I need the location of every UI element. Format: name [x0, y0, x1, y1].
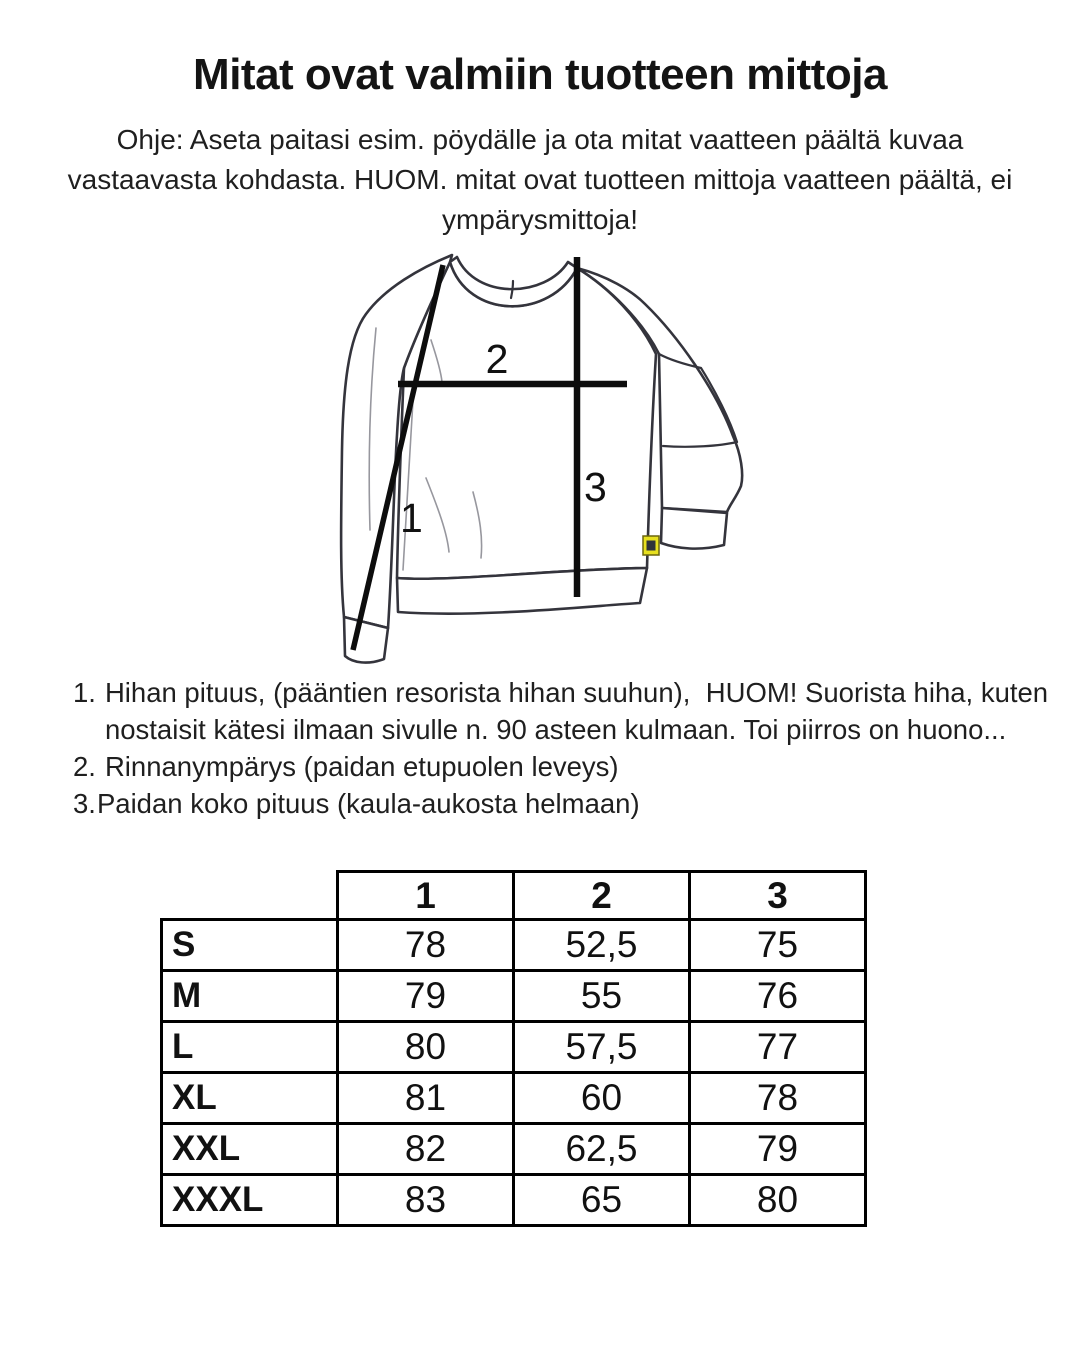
size-cell: XL	[162, 1073, 338, 1124]
body-outline	[397, 262, 656, 579]
value-cell: 77	[690, 1022, 866, 1073]
value-cell: 80	[338, 1022, 514, 1073]
list-item-3	[73, 785, 1053, 822]
item-text-line: Hihan pituus, (pääntien resorista hihan suuhun), HUOM! Suorista hiha, kuten	[104, 677, 1049, 708]
item-number: 3.	[73, 788, 96, 819]
value-cell: 81	[338, 1073, 514, 1124]
item-text	[105, 748, 619, 785]
measurement-label-1: 1	[400, 495, 423, 541]
value-cell: 57,5	[514, 1022, 690, 1073]
list-item-1	[73, 674, 1053, 748]
item-text-line: Paidan koko pituus (kaula-aukosta helmaan)	[96, 788, 640, 819]
value-cell: 82	[338, 1124, 514, 1175]
right-cuff	[661, 508, 727, 549]
column-header-2: 2	[514, 872, 690, 920]
page-title: Mitat ovat valmiin tuotteen mittoja	[193, 50, 887, 99]
sweatshirt-measurement-diagram	[280, 240, 820, 680]
column-header-1: 1	[338, 872, 514, 920]
value-cell: 79	[690, 1124, 866, 1175]
column-header-3: 3	[690, 872, 866, 920]
garment-tag-icon	[643, 536, 659, 555]
table-row	[162, 971, 866, 1022]
size-cell: XXXL	[162, 1175, 338, 1226]
value-cell: 76	[690, 971, 866, 1022]
intro-line: Ohje: Aseta paitasi esim. pöydälle ja ota mitat vaatteen päältä kuvaa	[116, 124, 964, 155]
item-text	[105, 674, 1048, 748]
value-cell: 79	[338, 971, 514, 1022]
value-cell: 60	[514, 1073, 690, 1124]
value-cell: 52,5	[514, 920, 690, 971]
table-corner-empty	[162, 872, 338, 920]
sweatshirt-drawing	[280, 240, 820, 680]
size-cell: XXL	[162, 1124, 338, 1175]
intro-paragraph	[20, 120, 1060, 240]
value-cell: 55	[514, 971, 690, 1022]
item-number: 1.	[73, 677, 96, 708]
table-row	[162, 1073, 866, 1124]
item-text-line: nostaisit kätesi ilmaan sivulle n. 90 asteen kulmaan. Toi piirros on huono...	[104, 714, 1007, 745]
list-item-2	[73, 748, 1053, 785]
size-cell: S	[162, 920, 338, 971]
measurement-explanations	[73, 674, 1053, 822]
value-cell: 80	[690, 1175, 866, 1226]
size-cell: M	[162, 971, 338, 1022]
measurement-label-2: 2	[485, 336, 509, 382]
size-table	[160, 870, 867, 1227]
table-row	[162, 1124, 866, 1175]
item-text-line: Rinnanympärys (paidan etupuolen leveys)	[104, 751, 619, 782]
value-cell: 78	[338, 920, 514, 971]
value-cell: 78	[690, 1073, 866, 1124]
table-row	[162, 920, 866, 971]
table-header-row	[162, 872, 866, 920]
item-text	[97, 785, 640, 822]
value-cell: 75	[690, 920, 866, 971]
size-cell: L	[162, 1022, 338, 1073]
value-cell: 83	[338, 1175, 514, 1226]
item-number: 2.	[73, 751, 96, 782]
intro-line: vastaavasta kohdasta. HUOM. mitat ovat tuotteen mittoja vaatteen päältä, ei	[67, 164, 1013, 195]
intro-line: ympärysmittoja!	[441, 204, 639, 235]
value-cell: 65	[514, 1175, 690, 1226]
table-row	[162, 1175, 866, 1226]
table-row	[162, 1022, 866, 1073]
tag-inner	[647, 541, 656, 551]
value-cell: 62,5	[514, 1124, 690, 1175]
measurement-label-3: 3	[584, 464, 607, 510]
